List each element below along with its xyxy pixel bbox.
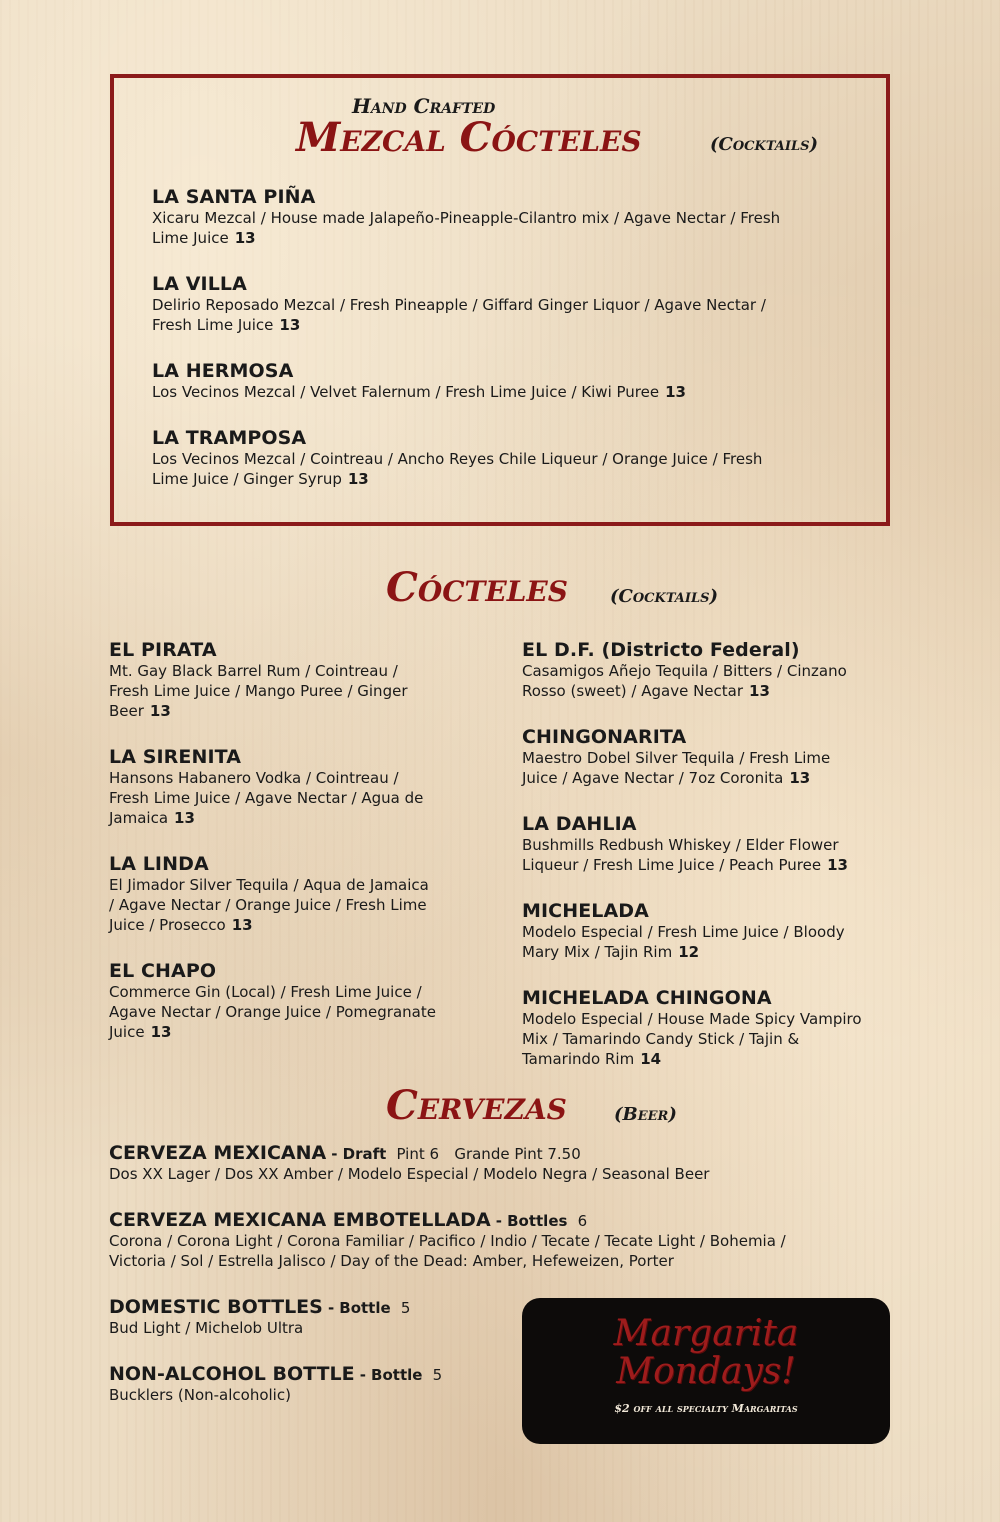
item-description: Modelo Especial / House Made Spicy Vampiro Mix / Tamarindo Candy Stick / Tajin & Tamarindo Rim 14 [522, 1010, 862, 1068]
item-name: MICHELADA [522, 900, 649, 922]
item-name: LA SANTA PIÑA [152, 186, 316, 208]
beer-price: Grande Pint 7.50 [454, 1145, 581, 1163]
item-description: Mt. Gay Black Barrel Rum / Cointreau / Fresh Lime Juice / Mango Puree / Ginger Beer 13 [109, 662, 408, 720]
cocktail-item [522, 639, 902, 701]
cocteles-title: Cócteles [386, 564, 568, 611]
item-price: 13 [149, 702, 171, 720]
cocktail-item [109, 853, 489, 935]
beer-serving: Bottle [339, 1299, 391, 1317]
beer-price: 5 [400, 1299, 411, 1317]
cocktail-item [522, 987, 902, 1069]
cervezas-title: Cervezas [386, 1082, 567, 1129]
item-name: LA VILLA [152, 273, 247, 295]
item-description: Commerce Gin (Local) / Fresh Lime Juice / Agave Nectar / Orange Juice / Pomegranate Juice 13 [109, 983, 436, 1041]
item-price: 13 [150, 1023, 172, 1041]
beer-item: DOMESTIC BOTTLES - Bottle 5 Bud Light / Michelob Ultra [109, 1296, 509, 1338]
item-name: LA HERMOSA [152, 360, 294, 382]
item-description: Bushmills Redbush Whiskey / Elder Flower Liqueur / Fresh Lime Juice / Peach Puree 13 [522, 836, 848, 874]
beer-description: Bud Light / Michelob Ultra [109, 1319, 304, 1337]
cocktail-item [522, 813, 902, 875]
item-price: 13 [279, 316, 301, 334]
item-description: Xicaru Mezcal / House made Jalapeño-Pineapple-Cilantro mix / Agave Nectar / Fresh Lime Juice 13 [152, 209, 781, 247]
item-description: Delirio Reposado Mezcal / Fresh Pineapple / Giffard Ginger Liquor / Agave Nectar / Fresh Lime Juice 13 [152, 296, 766, 334]
item-description: Modelo Especial / Fresh Lime Juice / Bloody Mary Mix / Tajin Rim 12 [522, 923, 845, 961]
promo-caption: $2 off all specialty Margaritas [614, 1402, 798, 1415]
item-price: 13 [827, 856, 848, 874]
cocktail-item [522, 726, 902, 788]
beer-description: Bucklers (Non-alcoholic) [109, 1386, 291, 1404]
beer-name: NON-ALCOHOL BOTTLE [109, 1363, 355, 1385]
item-description: El Jimador Silver Tequila / Aqua de Jamaica / Agave Nectar / Orange Juice / Fresh Lime Juice / Prosecco 13 [109, 876, 429, 934]
item-price: 14 [640, 1050, 662, 1068]
beer-serving: Bottles [507, 1212, 568, 1230]
item-name: LA DAHLIA [522, 813, 637, 835]
item-name: LA TRAMPOSA [152, 427, 307, 449]
item-description: Los Vecinos Mezcal / Cointreau / Ancho Reyes Chile Liqueur / Orange Juice / Fresh Lime Juice / Ginger Syrup 13 [152, 450, 763, 488]
beer-serving: Bottle [371, 1366, 423, 1384]
item-description: Casamigos Añejo Tequila / Bitters / Cinzano Rosso (sweet) / Agave Nectar 13 [522, 662, 847, 700]
item-name: EL CHAPO [109, 960, 217, 982]
item-name: CHINGONARITA [522, 726, 687, 748]
item-description: Maestro Dobel Silver Tequila / Fresh Lime Juice / Agave Nectar / 7oz Coronita 13 [522, 749, 831, 787]
mezcal-item [152, 273, 852, 335]
item-price: 13 [231, 916, 253, 934]
cocktail-item [109, 639, 489, 721]
item-description: Los Vecinos Mezcal / Velvet Falernum / Fresh Lime Juice / Kiwi Puree 13 [152, 383, 686, 401]
item-name: LA SIRENITA [109, 746, 242, 768]
item-name: EL PIRATA [109, 639, 217, 661]
mezcal-kicker: Hand Crafted [352, 94, 496, 118]
item-price: 13 [749, 682, 770, 700]
beer-description: Corona / Corona Light / Corona Familiar / Pacifico / Indio / Tecate / Tecate Light / Bohemia / Victoria / Sol / Estrella Jalisco / Day of the Dead: Amber, Hefeweizen, Porter [109, 1232, 786, 1270]
cocktail-item [522, 900, 902, 962]
item-price: 13 [174, 809, 195, 827]
item-description: Hansons Habanero Vodka / Cointreau / Fresh Lime Juice / Agave Nectar / Agua de Jamaica 13 [109, 769, 424, 827]
item-name: EL D.F. (Districto Federal) [522, 639, 800, 661]
promo-line-2: Mondays! [616, 1351, 796, 1392]
mezcal-item [152, 360, 852, 402]
beer-price: 6 [577, 1212, 588, 1230]
beer-name: CERVEZA MEXICANA [109, 1142, 327, 1164]
cervezas-subtitle: (Beer) [614, 1104, 677, 1125]
beer-item: NON-ALCOHOL BOTTLE - Bottle 5 Bucklers (Non-alcoholic) [109, 1363, 509, 1405]
beer-price: 5 [432, 1366, 443, 1384]
beer-item: CERVEZA MEXICANA - Draft Pint 6 Grande Pint 7.50 Dos XX Lager / Dos XX Amber / Modelo Especial / Modelo Negra / Seasonal Beer [109, 1142, 909, 1184]
beer-name: DOMESTIC BOTTLES [109, 1296, 323, 1318]
item-name: MICHELADA CHINGONA [522, 987, 772, 1009]
item-name: LA LINDA [109, 853, 209, 875]
cocktail-item [109, 960, 489, 1042]
item-price: 13 [234, 229, 256, 247]
mezcal-title: Mezcal Cócteles [296, 114, 642, 161]
promo-line-1: Margarita [613, 1313, 799, 1354]
beer-item: CERVEZA MEXICANA EMBOTELLADA - Bottles 6 Corona / Corona Light / Corona Familiar / Pacifico / Indio / Tecate / Tecate Light / Bohemia / Victoria / Sol / Estrella Jalisco / Day of the Dead: Amber, Hefeweizen, Porter [109, 1209, 909, 1271]
beer-name: CERVEZA MEXICANA EMBOTELLADA [109, 1209, 491, 1231]
cocteles-subtitle: (Cocktails) [610, 586, 718, 607]
item-price: 13 [347, 470, 369, 488]
mezcal-item [152, 186, 852, 248]
beer-price: Pint 6 [396, 1145, 440, 1163]
mezcal-subtitle: (Cocktails) [710, 134, 818, 155]
beer-serving: Draft [342, 1145, 387, 1163]
cocktail-item [109, 746, 489, 828]
item-price: 13 [789, 769, 811, 787]
mezcal-item [152, 427, 852, 489]
item-price: 13 [665, 383, 686, 401]
beer-description: Dos XX Lager / Dos XX Amber / Modelo Especial / Modelo Negra / Seasonal Beer [109, 1165, 710, 1183]
margarita-mondays-promo [522, 1298, 890, 1444]
item-price: 12 [678, 943, 700, 961]
